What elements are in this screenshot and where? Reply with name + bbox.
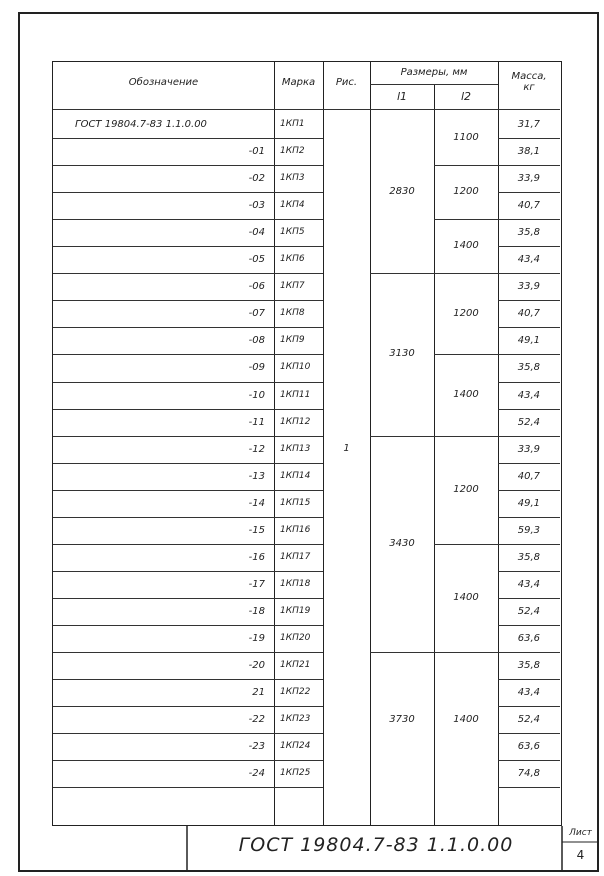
row-line (498, 706, 560, 707)
specification-table (52, 61, 562, 826)
mark-cell: 1КП13 (280, 443, 311, 454)
designation-cell: -10 (248, 389, 265, 401)
group-line (434, 165, 498, 166)
row-line (498, 382, 560, 383)
row-line (498, 571, 560, 572)
row-line (498, 409, 560, 410)
row-line (498, 544, 560, 545)
header-divider (370, 84, 498, 85)
row-line (53, 571, 323, 572)
row-line (53, 760, 323, 761)
l2-value-cell: 1400 (453, 389, 479, 401)
mass-cell: 43,4 (517, 578, 540, 590)
mark-cell: 1КП6 (280, 254, 305, 265)
designation-cell: 21 (252, 687, 265, 699)
row-line (53, 625, 323, 626)
row-line (498, 787, 560, 788)
row-line (53, 463, 323, 464)
sheet-number: 4 (576, 848, 585, 862)
row-line (53, 436, 323, 437)
mark-cell: 1КП1 (280, 119, 305, 129)
mass-cell: 52,4 (517, 416, 540, 428)
mass-cell: 43,4 (517, 687, 540, 699)
mass-cell: 35,8 (517, 362, 540, 374)
col-divider (274, 62, 275, 825)
row-line (53, 138, 323, 139)
group-line (434, 219, 498, 220)
header-fig: Рис. (335, 77, 358, 88)
designation-cell: -12 (248, 443, 265, 455)
row-line (53, 409, 323, 410)
row-line (498, 463, 560, 464)
row-line (53, 327, 323, 328)
col-divider (370, 62, 371, 825)
row-line (498, 517, 560, 518)
mass-cell: 74,8 (517, 768, 540, 780)
row-line (53, 165, 323, 166)
row-line (53, 219, 323, 220)
mark-cell: 1КП23 (280, 714, 311, 725)
document-code: ГОСТ 19804.7-83 1.1.0.00 (238, 834, 514, 856)
mark-cell: 1КП17 (280, 551, 311, 562)
mass-cell: 52,4 (517, 714, 540, 726)
row-line (53, 382, 323, 383)
row-line (498, 138, 560, 139)
designation-cell: -13 (248, 470, 265, 482)
group-line (434, 652, 498, 653)
mass-cell: 52,4 (517, 605, 540, 617)
row-line (498, 652, 560, 653)
mass-cell: 49,1 (517, 497, 540, 509)
row-line (498, 760, 560, 761)
mark-cell: 1КП8 (280, 308, 305, 319)
header-designation: Обозначение (128, 77, 199, 88)
header-dimensions: Размеры, мм (400, 67, 468, 78)
l1-value-cell: 3430 (389, 537, 415, 549)
designation-cell: -23 (248, 741, 265, 753)
mass-cell: 43,4 (517, 254, 540, 266)
row-line (498, 436, 560, 437)
mass-cell: 59,3 (517, 524, 540, 536)
row-line (498, 300, 560, 301)
designation-cell: -22 (248, 714, 265, 726)
designation-cell: -19 (248, 632, 265, 644)
row-line (498, 192, 560, 193)
designation-cell: -14 (248, 497, 265, 509)
mass-cell: 63,6 (517, 632, 540, 644)
group-line (370, 436, 434, 437)
mark-cell: 1КП9 (280, 335, 305, 346)
header-l2: l2 (460, 90, 472, 103)
designation-cell: -08 (248, 335, 265, 347)
row-line (498, 490, 560, 491)
header-bottom-line (53, 109, 560, 110)
row-line (498, 354, 560, 355)
row-line (498, 327, 560, 328)
designation-cell: -11 (248, 416, 265, 428)
mass-cell: 35,8 (517, 551, 540, 563)
mass-cell: 31,7 (517, 119, 540, 130)
row-line (53, 300, 323, 301)
mass-cell: 40,7 (517, 308, 540, 320)
l1-value-cell: 2830 (389, 186, 415, 198)
mass-cell: 63,6 (517, 741, 540, 753)
fig-value-cell: 1 (343, 443, 350, 455)
mark-cell: 1КП18 (280, 578, 311, 589)
row-line (53, 652, 323, 653)
mark-cell: 1КП19 (280, 605, 311, 616)
designation-cell: -04 (248, 227, 265, 239)
mark-cell: 1КП21 (280, 660, 311, 670)
designation-cell: -06 (248, 281, 265, 293)
row-line (53, 246, 323, 247)
l2-value-cell: 1200 (453, 307, 479, 319)
row-line (498, 598, 560, 599)
mark-cell: 1КП20 (280, 632, 311, 643)
row-line (498, 165, 560, 166)
designation-cell: -05 (248, 254, 265, 266)
l2-value-cell: 1400 (453, 240, 479, 252)
row-line (53, 598, 323, 599)
row-line (53, 273, 323, 274)
l1-value-cell: 3730 (389, 713, 415, 725)
mass-cell: 35,8 (517, 227, 540, 239)
designation-cell: -18 (248, 605, 265, 617)
mass-cell: 33,9 (517, 443, 540, 455)
row-line (498, 273, 560, 274)
mark-cell: 1КП16 (280, 524, 311, 535)
row-line (53, 679, 323, 680)
mark-cell: 1КП12 (280, 416, 311, 427)
designation-cell: -07 (248, 308, 265, 320)
mass-cell: 33,9 (517, 173, 540, 185)
mass-cell: 40,7 (517, 470, 540, 482)
row-line (53, 733, 323, 734)
row-line (498, 679, 560, 680)
designation-cell: -02 (248, 173, 265, 185)
mass-cell: 43,4 (517, 389, 540, 401)
group-line (434, 544, 498, 545)
row-line (53, 490, 323, 491)
mark-cell: 1КП14 (280, 470, 311, 481)
designation-cell: -24 (248, 768, 265, 780)
mark-cell: 1КП3 (280, 173, 305, 184)
header-l1: l1 (396, 90, 408, 103)
mark-cell: 1КП15 (280, 497, 311, 508)
mass-cell: 38,1 (517, 146, 540, 158)
l2-value-cell: 1200 (453, 186, 479, 198)
designation-cell: -16 (248, 551, 265, 563)
mark-cell: 1КП24 (280, 741, 311, 752)
row-line (498, 733, 560, 734)
sheet-label: Лист (569, 828, 592, 838)
group-line (434, 273, 498, 274)
row-line (53, 544, 323, 545)
l1-value-cell: 3130 (389, 348, 415, 360)
designation-cell: -20 (248, 660, 265, 671)
mass-cell: 49,1 (517, 335, 540, 347)
row-line (53, 192, 323, 193)
mark-cell: 1КП25 (280, 768, 311, 779)
mark-cell: 1КП7 (280, 281, 305, 292)
designation-cell: -03 (248, 200, 265, 212)
mark-cell: 1КП11 (280, 389, 311, 400)
l2-value-cell: 1400 (453, 591, 479, 603)
designation-cell: -17 (248, 578, 265, 590)
row-line (498, 246, 560, 247)
group-line (434, 354, 498, 355)
l2-value-cell: 1400 (453, 713, 479, 725)
row-line (498, 219, 560, 220)
mass-cell: 33,9 (517, 281, 540, 293)
mark-cell: 1КП4 (280, 200, 305, 211)
mark-cell: 1КП2 (280, 146, 305, 157)
mark-cell: 1КП10 (280, 362, 311, 373)
mark-cell: 1КП22 (280, 687, 311, 698)
designation-cell: ГОСТ 19804.7-83 1.1.0.00 (75, 119, 207, 130)
l2-value-cell: 1100 (453, 132, 479, 144)
designation-cell: -15 (248, 524, 265, 536)
designation-cell: -01 (248, 146, 265, 158)
group-line (434, 436, 498, 437)
header-mark: Марка (281, 77, 316, 88)
mass-cell: 40,7 (517, 200, 540, 212)
mass-cell: 35,8 (517, 660, 540, 671)
l2-value-cell: 1200 (453, 483, 479, 495)
header-mass: Масса, кг (511, 71, 547, 93)
row-line (53, 354, 323, 355)
row-line (498, 625, 560, 626)
row-line (53, 787, 323, 788)
row-line (53, 517, 323, 518)
row-line (53, 706, 323, 707)
mark-cell: 1КП5 (280, 227, 305, 238)
group-line (370, 652, 434, 653)
group-line (370, 273, 434, 274)
designation-cell: -09 (248, 362, 265, 374)
